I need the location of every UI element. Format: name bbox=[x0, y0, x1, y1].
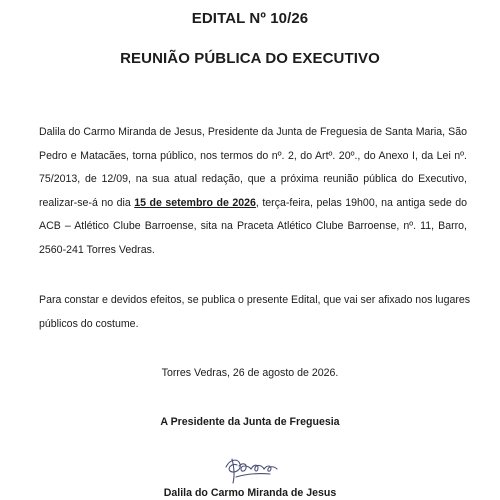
signatory-title: A Presidente da Junta de Freguesia bbox=[160, 416, 340, 428]
paragraph-line: Para constar e devidos efeitos, se publica o presente Edital, que vai ser afixado nos lugares bbox=[39, 294, 471, 306]
paragraph-line: 2560-241 Torres Vedras. bbox=[39, 243, 155, 256]
document-subtitle: REUNIÃO PÚBLICA DO EXECUTIVO bbox=[120, 50, 380, 67]
paragraph-line: Pedro e Matacães, torna público, nos termos do nº. 2, do Artº. 20º., do Anexo I, da Lei nº. bbox=[39, 149, 467, 162]
edital-number-heading: EDITAL Nº 10/26 bbox=[191, 10, 309, 27]
paragraph-line-meeting-date bbox=[39, 192, 467, 216]
meeting-date: 15 de setembro de 2026 bbox=[134, 196, 256, 209]
publication-paragraph bbox=[39, 289, 471, 336]
paragraph-line: 75/2013, de 12/09, na sua atual redação, que a próxima reunião pública do Executivo, bbox=[39, 173, 467, 186]
announcement-paragraph bbox=[39, 121, 467, 263]
signatory-name: Dalila do Carmo Miranda de Jesus bbox=[163, 487, 337, 499]
paragraph-line: Dalila do Carmo Miranda de Jesus, Presidente da Junta de Freguesia de Santa Maria, São bbox=[39, 126, 467, 138]
handwritten-signature bbox=[222, 453, 292, 487]
paragraph-text: , terça-feira, pelas 19h00, na antiga sede do bbox=[255, 196, 467, 209]
paragraph-line: ACB – Atlético Clube Barroense, sita na Praceta Atlético Clube Barroense, nº. 11, Barro, bbox=[39, 220, 467, 233]
place-and-date: Torres Vedras, 26 de agosto de 2026. bbox=[161, 367, 339, 379]
paragraph-text: realizar-se-á no dia bbox=[39, 196, 135, 209]
paragraph-line: públicos do costume. bbox=[39, 317, 139, 330]
